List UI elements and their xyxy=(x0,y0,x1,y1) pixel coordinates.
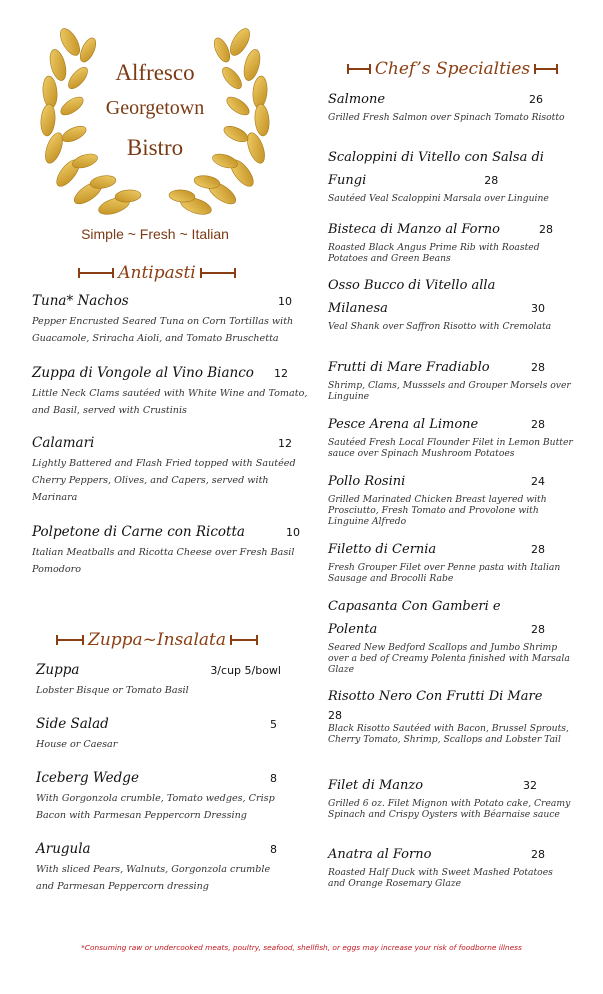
item-name: Fungi xyxy=(328,173,367,188)
item-name: Arugula xyxy=(36,841,91,857)
item-description: With Gorgonzola crumble, Tomato wedges, Crisp Bacon with Parmesan Peppercorn Dressing xyxy=(36,793,275,821)
menu-item xyxy=(328,218,573,264)
item-description: Grilled Marinated Chicken Breast layered with Prosciutto, Fresh Tomato and Provolone with Linguine Alfredo xyxy=(328,494,547,527)
item-price: 32 xyxy=(523,779,537,792)
item-description: Sautéed Veal Scaloppini Marsala over Linguine xyxy=(328,193,549,204)
item-price: 28 xyxy=(531,623,545,636)
item-name: Pollo Rosini xyxy=(328,474,406,489)
laurel-wreath-icon xyxy=(30,20,280,225)
item-description: Lightly Battered and Flash Fried topped with Sautéed Cherry Peppers, Olives, and Capers, served with Marinara xyxy=(32,458,296,503)
menu-item xyxy=(328,774,573,820)
item-description: Seared New Bedford Scallops and Jumbo Shrimp over a bed of Creamy Polenta finished with Marsala Glaze xyxy=(328,642,570,675)
item-price: 5 xyxy=(270,718,277,731)
section-header-zuppa xyxy=(32,630,282,650)
item-price: 28 xyxy=(328,709,342,722)
section-title: Chef’s Specialties xyxy=(374,59,531,79)
item-description: Italian Meatballs and Ricotta Cheese over Fresh Basil Pomodoro xyxy=(32,547,295,575)
item-name: Pesce Arena al Limone xyxy=(328,417,479,432)
item-name: Filetto di Cernia xyxy=(328,542,437,557)
menu-item xyxy=(328,146,573,204)
menu-item xyxy=(36,715,281,753)
menu-item xyxy=(328,356,573,402)
menu-item xyxy=(36,661,281,699)
item-description: Sautéed Fresh Local Flounder Filet in Lemon Butter sauce over Spinach Mushroom Potatoes xyxy=(328,437,573,459)
item-price: 28 xyxy=(531,543,545,556)
section-header-antipasti xyxy=(32,263,282,283)
item-name: Zuppa xyxy=(36,662,80,678)
item-price: 10 xyxy=(278,295,292,308)
item-name: Salmone xyxy=(328,92,386,107)
item-name-line-1: Osso Bucco di Vitello alla xyxy=(328,278,496,293)
divider xyxy=(347,68,371,70)
item-price: 26 xyxy=(529,93,543,106)
item-price: 12 xyxy=(278,437,292,450)
item-name-line-1: Scaloppini di Vitello con Salsa di xyxy=(328,150,544,165)
tagline: Simple ~ Fresh ~ Italian xyxy=(81,226,229,242)
menu-item xyxy=(328,274,573,332)
item-name-line-1: Capasanta Con Gamberi e xyxy=(328,599,501,614)
item-price: 28 xyxy=(484,174,499,187)
item-description: Pepper Encrusted Seared Tuna on Corn Tortillas with Guacamole, Sriracha Aioli, and Tomato Bruschetta xyxy=(32,316,294,344)
menu-item xyxy=(328,685,573,745)
logo xyxy=(30,20,280,225)
section-title: Zuppa~Insalata xyxy=(88,630,226,650)
item-description: Shrimp, Clams, Musssels and Grouper Morsels over Linguine xyxy=(328,380,571,402)
divider xyxy=(78,272,114,274)
item-name: Tuna* Nachos xyxy=(32,293,129,309)
menu-item xyxy=(328,538,573,584)
item-name: Zuppa di Vongole al Vino Bianco xyxy=(32,365,254,381)
item-price: 10 xyxy=(286,526,300,539)
menu-item xyxy=(32,292,314,347)
item-name-line-1: Risotto Nero Con Frutti Di Mare xyxy=(328,689,543,704)
divider xyxy=(230,639,258,641)
item-name: Side Salad xyxy=(36,716,109,732)
item-description: With sliced Pears, Walnuts, Gorgonzola crumble and Parmesan Peppercorn dressing xyxy=(36,864,271,892)
item-description: Roasted Black Angus Prime Rib with Roasted Potatoes and Green Beans xyxy=(328,242,540,264)
item-name: Polenta xyxy=(328,622,378,637)
item-name: Polpetone di Carne con Ricotta xyxy=(32,524,245,540)
menu-item xyxy=(328,595,573,675)
menu-item xyxy=(32,364,314,419)
item-price: 8 xyxy=(270,772,277,785)
item-description: Grilled 6 oz. Filet Mignon with Potato cake, Creamy Spinach and Crispy Oysters with Béarnaise sauce xyxy=(328,798,571,820)
divider xyxy=(200,272,236,274)
item-price: 24 xyxy=(531,475,545,488)
item-price: 12 xyxy=(274,367,288,380)
item-description: Veal Shank over Saffron Risotto with Cremolata xyxy=(328,321,552,332)
item-price: 30 xyxy=(531,302,545,315)
divider xyxy=(56,639,84,641)
item-description: Fresh Grouper Filet over Penne pasta with Italian Sausage and Brocolli Rabe xyxy=(328,562,561,584)
item-price: 28 xyxy=(539,223,553,236)
item-name: Milanesa xyxy=(328,301,388,316)
item-description: Lobster Bisque or Tomato Basil xyxy=(36,685,189,696)
menu-item xyxy=(36,769,281,824)
item-name: Frutti di Mare Fradiablo xyxy=(328,360,490,375)
logo-line-1: Alfresco xyxy=(115,60,195,85)
menu-item xyxy=(328,843,573,889)
item-description: Black Risotto Sautéed with Bacon, Brussel Sprouts, Cherry Tomato, Shrimp, Scallops and Lobster Tail xyxy=(328,723,569,745)
food-safety-disclaimer: *Consuming raw or undercooked meats, poultry, seafood, shellfish, or eggs may increase your risk of foodborne illness xyxy=(81,943,522,952)
item-description: Little Neck Clams sautéed with White Wine and Tomato, and Basil, served with Crustinis xyxy=(32,388,308,416)
divider xyxy=(534,68,558,70)
item-name: Filet di Manzo xyxy=(328,778,424,793)
item-price: 8 xyxy=(270,843,277,856)
menu-item xyxy=(328,470,573,527)
menu-item xyxy=(328,88,573,123)
logo-line-3: Bistro xyxy=(126,135,184,160)
menu-item xyxy=(32,523,314,578)
logo-line-2: Georgetown xyxy=(105,97,205,119)
menu-item xyxy=(32,434,314,506)
menu-item xyxy=(36,840,281,895)
item-price: 28 xyxy=(531,361,545,374)
item-name: Bisteca di Manzo al Forno xyxy=(328,222,500,237)
section-title: Antipasti xyxy=(118,263,196,283)
item-price: 3/cup 5/bowl xyxy=(210,664,281,677)
item-description: Roasted Half Duck with Sweet Mashed Potatoes and Orange Rosemary Glaze xyxy=(328,867,553,889)
menu-item xyxy=(328,413,573,459)
item-name: Iceberg Wedge xyxy=(36,770,139,786)
item-name: Calamari xyxy=(32,435,95,451)
item-price: 28 xyxy=(531,418,545,431)
item-name: Anatra al Forno xyxy=(328,847,432,862)
section-header-chef xyxy=(330,59,575,79)
item-description: House or Caesar xyxy=(36,739,118,750)
item-price: 28 xyxy=(531,848,545,861)
item-description: Grilled Fresh Salmon over Spinach Tomato Risotto xyxy=(328,112,565,123)
